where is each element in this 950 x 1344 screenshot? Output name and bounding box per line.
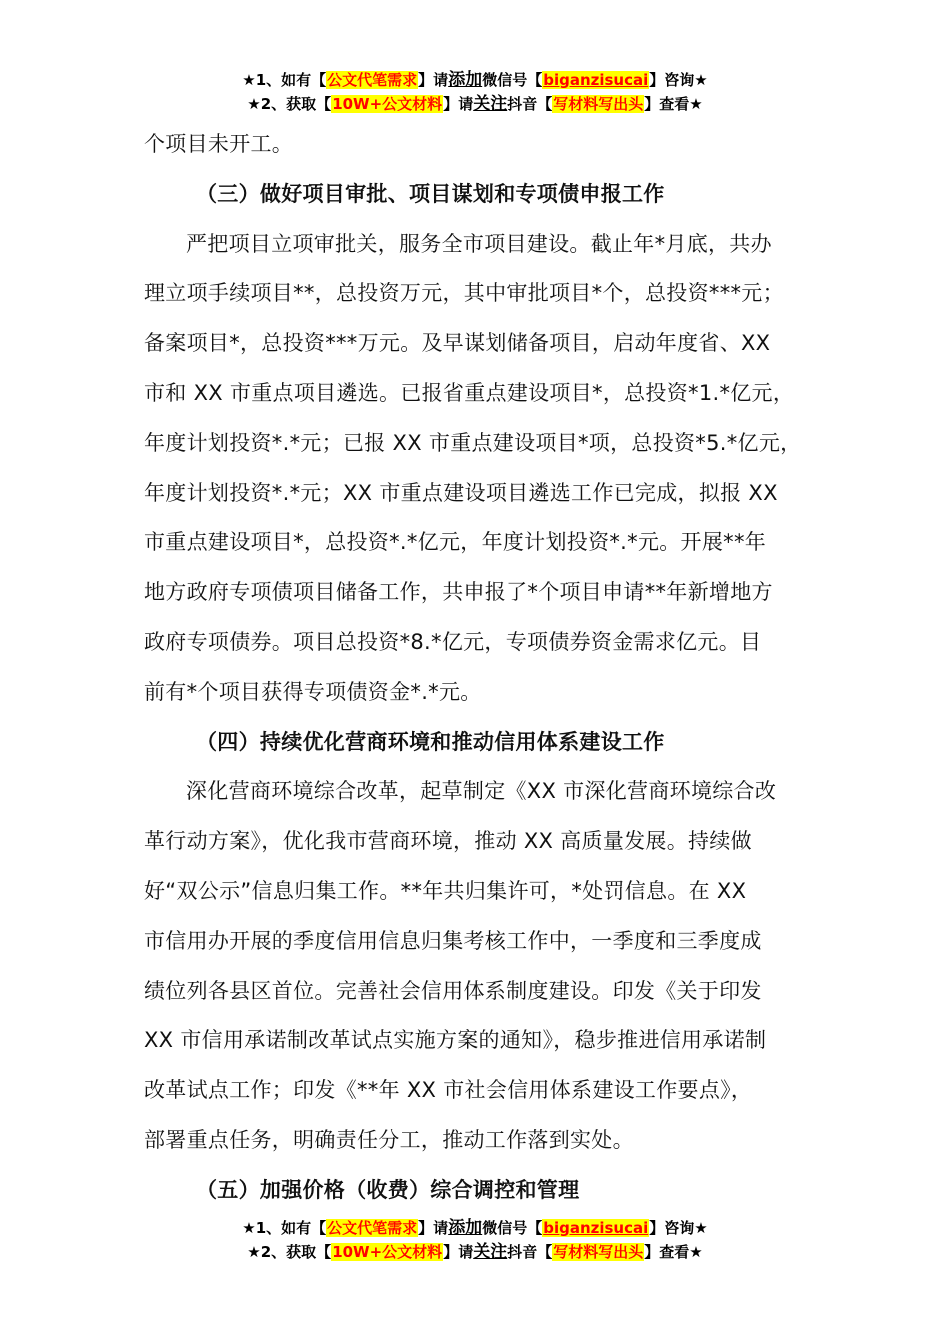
banner-text: 】请 [443,95,474,113]
banner-emphasis: 添加 [448,70,483,90]
banner-highlight: 公文代笔需求 [327,1219,418,1237]
section-heading: （三）做好项目审批、项目谋划和专项债申报工作 [196,181,665,206]
wechat-id-link[interactable]: biganzisucai [543,71,649,89]
banner-text: 微信号【 [482,1219,543,1237]
banner-text: 】咨询★ [649,71,708,89]
wechat-id-link[interactable]: biganzisucai [543,1219,649,1237]
document-body [144,120,834,1216]
banner-line-1 [0,1216,950,1240]
banner-highlight: 公文代笔需求 [327,71,418,89]
body-line: 市和 XX 市重点项目遴选。已报省重点建设项目*，总投资*1.*亿元， [144,380,795,405]
banner-text: 抖音【 [507,1243,553,1261]
body-line: 市信用办开展的季度信用信息归集考核工作中，一季度和三季度成 [144,928,762,953]
banner-text: 】请 [418,71,449,89]
banner-text: 】请 [418,1219,449,1237]
banner-highlight: 10W+公文材料 [332,1243,443,1261]
banner-text: 微信号【 [482,71,543,89]
banner-text: ★2、获取【 [247,1243,332,1261]
banner-text: 】请 [443,1243,474,1261]
body-line: XX 市信用承诺制改革试点实施方案的通知》，稳步推进信用承诺制 [144,1028,767,1053]
banner-text: 】咨询★ [649,1219,708,1237]
banner-line-2 [0,1240,950,1264]
banner-highlight: 10W+公文材料 [332,95,443,113]
body-line: 年度计划投资*.*元；已报 XX 市重点建设项目*项，总投资*5.*亿元， [144,430,802,455]
body-line: 个项目未开工。 [144,132,294,156]
body-line: 备案项目*，总投资***万元。及早谋划储备项目，启动年度省、XX [144,331,771,356]
body-line: 理立项手续项目**，总投资万元，其中审批项目*个，总投资***元； [144,281,784,306]
banner-text: ★2、获取【 [247,95,332,113]
top-banner [0,68,950,116]
section-heading: （四）持续优化营商环境和推动信用体系建设工作 [196,729,665,754]
section-heading: （五）加强价格（收费）综合调控和管理 [196,1177,580,1202]
banner-highlight: 写材料写出头 [553,1243,644,1261]
body-line: 严把项目立项审批关，服务全市项目建设。截止年*月底，共办 [186,231,772,256]
banner-line-1 [0,68,950,92]
body-line: 地方政府专项债项目储备工作，共申报了*个项目申请**年新增地方 [144,580,773,605]
body-line: 好“双公示”信息归集工作。**年共归集许可，*处罚信息。在 XX [144,878,747,903]
banner-emphasis: 添加 [448,1218,483,1238]
body-line: 前有*个项目获得专项债资金*.*元。 [144,679,482,704]
body-line: 市重点建设项目*，总投资*.*亿元，年度计划投资*.*元。开展**年 [144,530,767,555]
body-line: 政府专项债券。项目总投资*8.*亿元，专项债券资金需求亿元。目 [144,629,762,654]
banner-text: 抖音【 [507,95,553,113]
body-line: 年度计划投资*.*元；XX 市重点建设项目遴选工作已完成，拟报 XX [144,480,778,505]
banner-text: 】查看★ [644,1243,703,1261]
banner-text: ★1、如有【 [242,1219,327,1237]
body-line: 深化营商环境综合改革，起草制定《XX 市深化营商环境综合改 [186,779,777,804]
bottom-banner [0,1216,950,1264]
banner-text: ★1、如有【 [242,71,327,89]
banner-highlight: 写材料写出头 [553,95,644,113]
body-line: 部署重点任务，明确责任分工，推动工作落到实处。 [144,1127,634,1152]
body-line: 绩位列各县区首位。完善社会信用体系制度建设。印发《关于印发 [144,978,762,1003]
banner-emphasis: 关注 [473,94,508,114]
banner-line-2 [0,92,950,116]
banner-text: 】查看★ [644,95,703,113]
body-line: 改革试点工作；印发《**年 XX 市社会信用体系建设工作要点》， [144,1078,753,1103]
banner-emphasis: 关注 [473,1242,508,1262]
body-line: 革行动方案》，优化我市营商环境，推动 XX 高质量发展。持续做 [144,829,752,854]
